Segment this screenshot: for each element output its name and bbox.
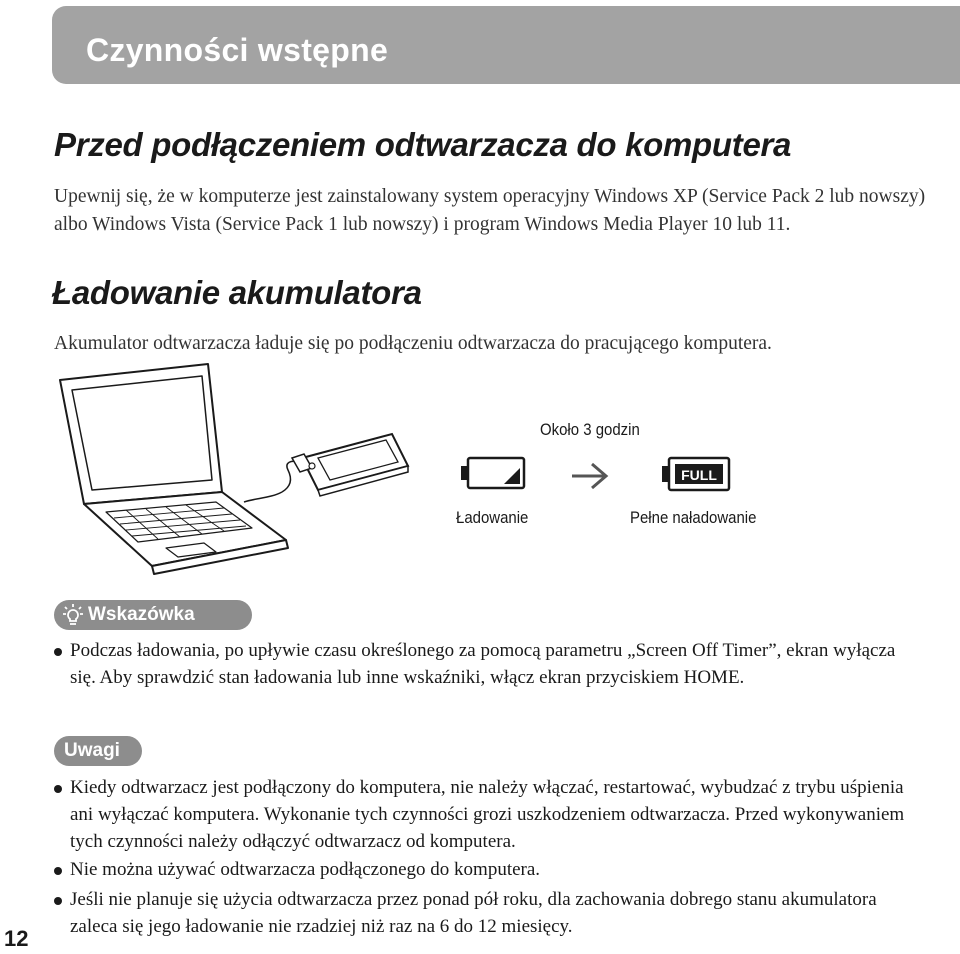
full-charge-label: Pełne naładowanie <box>630 508 757 527</box>
battery-charging-icon <box>461 458 524 488</box>
battery-full-text: FULL <box>681 467 717 483</box>
chapter-title: Czynności wstępne <box>86 32 389 68</box>
player-illustration <box>292 434 408 496</box>
section-text-requirements: Upewnij się, że w komputerze jest zainstalowany system operacyjny Windows XP (Service Pack 2 lub nowszy) albo Windows Vista (Service Pack 1 lub nowszy) i program Windows Media Player 10 lub 11. <box>54 186 926 235</box>
page-number: 12 <box>4 926 29 951</box>
arrow-right-icon <box>572 464 606 488</box>
notes-badge <box>54 736 142 766</box>
chapter-header-band <box>52 6 960 84</box>
note-item: Jeśli nie planuje się użycia odtwarzacza przez ponad pół roku, dla zachowania dobrego stanu akumulatora zaleca się jego ładowanie nie rzadziej niż raz na 6 do 12 miesięcy. <box>54 886 910 940</box>
section-heading-charging: Ładowanie akumulatora <box>52 274 422 311</box>
tip-badge <box>54 600 252 630</box>
notes-badge-label: Uwagi <box>64 740 120 761</box>
charging-status-label: Ładowanie <box>456 508 529 527</box>
note-item: Nie można używać odtwarzacza podłączonego do komputera. <box>54 856 910 883</box>
tip-item: Podczas ładowania, po upływie czasu określonego za pomocą parametru „Screen Off Timer”, ekran wyłącza się. Aby sprawdzić stan ładowania lub inne wskaźniki, włącz ekran przyciskiem HOME. <box>54 637 910 691</box>
section-heading-before-connecting: Przed podłączeniem odtwarzacza do komputera <box>54 126 792 163</box>
charge-time-label: Około 3 godzin <box>540 420 640 439</box>
charging-illustration <box>56 362 916 582</box>
note-item: Kiedy odtwarzacz jest podłączony do komputera, nie należy włączać, restartować, wybudzać z trybu uśpienia ani wyłączać komputera. Wykonanie tych czynności grozi uszkodzeniem odtwarzacza. Przed wykonywaniem tych czynności należy odłączyć odtwarzacz od komputera. <box>54 774 910 855</box>
section-text-charging: Akumulator odtwarzacza ładuje się po podłączeniu odtwarzacza do pracującego komputera. <box>54 333 772 354</box>
lightbulb-icon <box>62 603 84 627</box>
laptop-illustration <box>60 364 298 574</box>
tip-badge-label: Wskazówka <box>88 604 195 625</box>
